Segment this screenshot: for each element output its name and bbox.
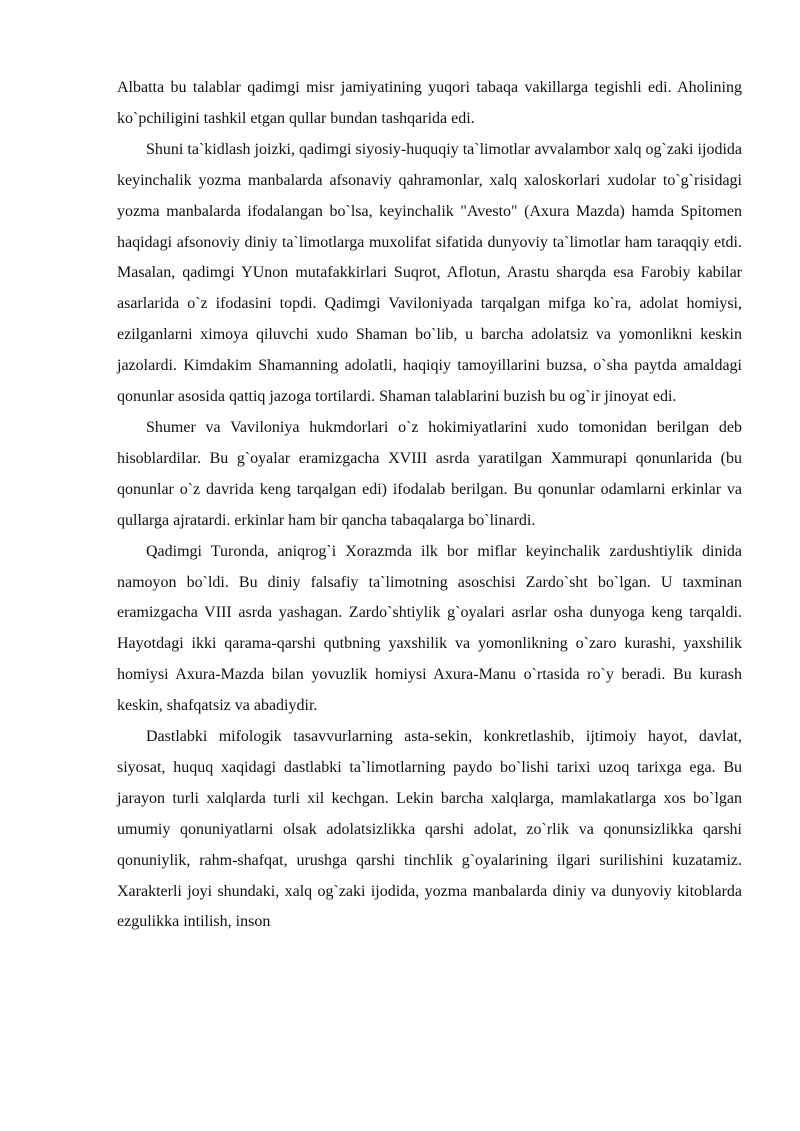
document-page [117,73,742,938]
paragraph-4: Qadimgi Turonda, aniqrog`i Xorazmda ilk bor miflar keyinchalik zardushtiylik dinida namoyon bo`ldi. Bu diniy falsafiy ta`limotning asoschisi Zardo`sht bo`lgan. U taxminan eramizgacha VIII asrda yashagan. Zardo`shtiylik g`oyalari asrlar osha dunyoga keng tarqaldi. Hayotdagi ikki qarama-qarshi qutbning yaxshilik va yomonlikning o`zaro kurashi, yaxshilik homiysi Axura-Mazda bilan yovuzlik homiysi Axura-Manu o`rtasida ro`y beradi. Bu kurash keskin, shafqatsiz va abadiydir. [117,542,742,715]
paragraph-5: Dastlabki mifologik tasavvurlarning asta-sekin, konkretlashib, ijtimoiy hayot, davlat, siyosat, huquq xaqidagi dastlabki ta`limotlarning paydo bo`lishi tarixi uzoq tarixga ega. Bu jarayon turli xalqlarda turli xil kechgan. Lekin barcha xalqlarga, mamlakatlarga xos bo`lgan umumiy qonuniyatlarni olsak adolatsizlikka qarshi adolat, zo`rlik va qonunsizlikka qarshi qonuniylik, rahm-shafqat, urushga qarshi tinchlik g`oyalarining ilgari surilishini kuzatamiz. Xarakterli joyi shundaki, xalq og`zaki ijodida, yozma manbalarda diniy va dunyoviy kitoblarda ezgulikka intilish, inson [117,728,742,931]
paragraph-1: Albatta bu talablar qadimgi misr jamiyatining yuqori tabaqa vakillarga tegishli edi. Aholining ko`pchiligini tashkil etgan qullar bundan tashqarida edi. [117,79,742,127]
paragraph-2: Shuni ta`kidlash joizki, qadimgi siyosiy-huquqiy ta`limotlar avvalambor xalq og`zaki ijodida keyinchalik yozma manbalarda afsonaviy qahramonlar, xalq xaloskorlari xudolar to`g`risidagi yozma manbalarda ifodalangan bo`lsa, keyinchalik "Avesto" (Axura Mazda) hamda Spitomen haqidagi afsonoviy diniy ta`limotlarga muxolifat sifatida dunyoviy ta`limotlar ham taraqqiy etdi. Masalan, qadimgi YUnon mutafakkirlari Suqrot, Aflotun, Arastu sharqda esa Farobiy kabilar asarlarida o`z ifodasini topdi. Qadimgi Vaviloniyada tarqalgan mifga ko`ra, adolat homiysi, ezilganlarni ximoya qiluvchi xudo Shaman bo`lib, u barcha adolatsiz va yomonlikni keskin jazolardi. Kimdakim Shamanning adolatli, haqiqiy tamoyillarini buzsa, o`sha paytda amaldagi qonunlar asosida qattiq jazoga tortilardi. Shaman talablarini buzish bu og`ir jinoyat edi. [117,140,742,406]
paragraph-3: Shumer va Vaviloniya hukmdorlari o`z hokimiyatlarini xudo tomonidan berilgan deb hisoblardilar. Bu g`oyalar eramizgacha XVIII asrda yaratilgan Xammurapi qonunlarida (bu qonunlar o`z davrida keng tarqalgan edi) ifodalab berilgan. Bu qonunlar odamlarni erkinlar va qullarga ajratardi. erkinlar ham bir qancha tabaqalarga bo`linardi. [117,418,742,529]
